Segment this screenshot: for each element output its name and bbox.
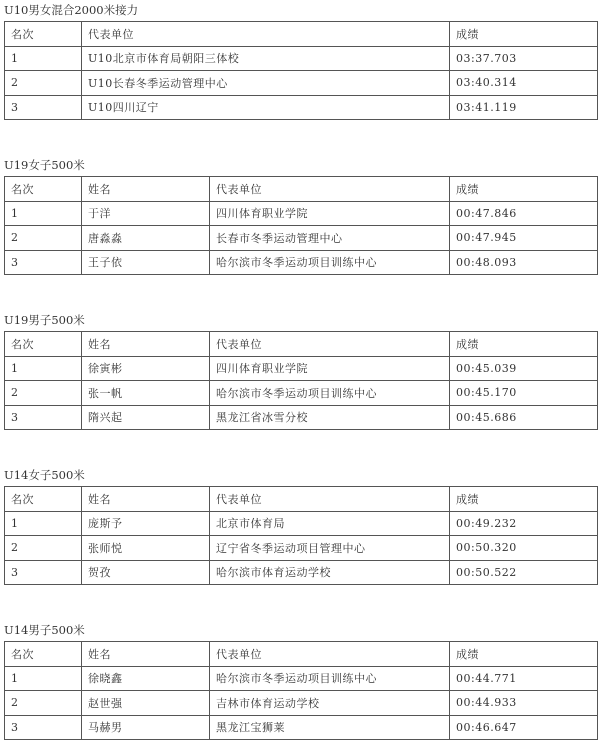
cell-name: 张一帆: [82, 381, 210, 406]
cell-rank: 3: [5, 405, 82, 430]
table-row: [5, 226, 598, 251]
table-row: [5, 560, 598, 585]
header-rank: 名次: [5, 22, 82, 47]
cell-rank: 1: [5, 356, 82, 381]
cell-unit: 吉林市体育运动学校: [210, 691, 450, 716]
table-row: [5, 715, 598, 740]
cell-result: 00:50.522: [450, 560, 598, 585]
results-table-u10-relay: [4, 21, 598, 120]
header-name: 姓名: [82, 642, 210, 667]
table-row: [5, 666, 598, 691]
header-result: 成绩: [450, 177, 598, 202]
table-header-row: [5, 487, 598, 512]
cell-result: 03:40.314: [450, 71, 598, 96]
cell-result: 00:47.846: [450, 201, 598, 226]
table-row: [5, 381, 598, 406]
cell-unit: U10四川辽宁: [82, 95, 450, 120]
cell-unit: U10北京市体育局朝阳三体校: [82, 46, 450, 71]
header-unit: 代表单位: [210, 642, 450, 667]
table-header-row: [5, 332, 598, 357]
section-title-u14-women-500m: U14女子500米: [4, 468, 85, 482]
cell-rank: 2: [5, 71, 82, 96]
cell-rank: 2: [5, 536, 82, 561]
header-result: 成绩: [450, 642, 598, 667]
results-table-u19-women-500m: [4, 176, 598, 275]
header-unit: 代表单位: [210, 332, 450, 357]
cell-rank: 2: [5, 226, 82, 251]
cell-unit: 辽宁省冬季运动项目管理中心: [210, 536, 450, 561]
cell-unit: 哈尔滨市冬季运动项目训练中心: [210, 666, 450, 691]
header-unit: 代表单位: [210, 177, 450, 202]
header-name: 姓名: [82, 332, 210, 357]
section-title-u19-women-500m: U19女子500米: [4, 158, 85, 172]
cell-result: 00:44.771: [450, 666, 598, 691]
cell-result: 00:50.320: [450, 536, 598, 561]
table-row: [5, 691, 598, 716]
header-unit: 代表单位: [82, 22, 450, 47]
cell-result: 00:48.093: [450, 250, 598, 275]
cell-name: 王子依: [82, 250, 210, 275]
header-name: 姓名: [82, 177, 210, 202]
cell-name: 马赫男: [82, 715, 210, 740]
cell-rank: 3: [5, 250, 82, 275]
table-row: [5, 95, 598, 120]
cell-rank: 3: [5, 95, 82, 120]
cell-name: 徐寅彬: [82, 356, 210, 381]
section-title-u10-relay: U10男女混合2000米接力: [4, 3, 139, 17]
table-row: [5, 250, 598, 275]
cell-unit: 哈尔滨市冬季运动项目训练中心: [210, 381, 450, 406]
header-result: 成绩: [450, 487, 598, 512]
results-table-u19-men-500m: [4, 331, 598, 430]
cell-name: 隋兴起: [82, 405, 210, 430]
results-table-u14-women-500m: [4, 486, 598, 585]
cell-rank: 3: [5, 560, 82, 585]
cell-rank: 2: [5, 381, 82, 406]
cell-name: 徐晓鑫: [82, 666, 210, 691]
cell-result: 00:47.945: [450, 226, 598, 251]
cell-unit: 黑龙江省冰雪分校: [210, 405, 450, 430]
cell-result: 00:45.170: [450, 381, 598, 406]
cell-name: 贺孜: [82, 560, 210, 585]
header-rank: 名次: [5, 642, 82, 667]
cell-result: 03:41.119: [450, 95, 598, 120]
cell-unit: 黑龙江宝狮莱: [210, 715, 450, 740]
table-row: [5, 356, 598, 381]
table-row: [5, 201, 598, 226]
table-row: [5, 46, 598, 71]
cell-rank: 1: [5, 46, 82, 71]
header-name: 姓名: [82, 487, 210, 512]
cell-unit: 哈尔滨市体育运动学校: [210, 560, 450, 585]
header-rank: 名次: [5, 332, 82, 357]
cell-result: 00:45.686: [450, 405, 598, 430]
header-result: 成绩: [450, 332, 598, 357]
cell-unit: 四川体育职业学院: [210, 201, 450, 226]
cell-unit: 四川体育职业学院: [210, 356, 450, 381]
cell-rank: 3: [5, 715, 82, 740]
cell-rank: 2: [5, 691, 82, 716]
cell-name: 庞斯予: [82, 511, 210, 536]
table-header-row: [5, 22, 598, 47]
header-unit: 代表单位: [210, 487, 450, 512]
cell-result: 00:44.933: [450, 691, 598, 716]
table-row: [5, 511, 598, 536]
header-rank: 名次: [5, 487, 82, 512]
cell-rank: 1: [5, 201, 82, 226]
cell-unit: 北京市体育局: [210, 511, 450, 536]
cell-unit: 哈尔滨市冬季运动项目训练中心: [210, 250, 450, 275]
cell-result: 00:45.039: [450, 356, 598, 381]
cell-unit: U10长春冬季运动管理中心: [82, 71, 450, 96]
section-title-u19-men-500m: U19男子500米: [4, 313, 85, 327]
table-row: [5, 405, 598, 430]
cell-rank: 1: [5, 511, 82, 536]
section-title-u14-men-500m: U14男子500米: [4, 623, 85, 637]
table-header-row: [5, 177, 598, 202]
cell-name: 赵世强: [82, 691, 210, 716]
cell-result: 03:37.703: [450, 46, 598, 71]
table-row: [5, 536, 598, 561]
cell-name: 张师悦: [82, 536, 210, 561]
table-row: [5, 71, 598, 96]
cell-result: 00:49.232: [450, 511, 598, 536]
header-rank: 名次: [5, 177, 82, 202]
cell-name: 于洋: [82, 201, 210, 226]
header-result: 成绩: [450, 22, 598, 47]
cell-rank: 1: [5, 666, 82, 691]
cell-name: 唐淼淼: [82, 226, 210, 251]
table-header-row: [5, 642, 598, 667]
cell-unit: 长春市冬季运动管理中心: [210, 226, 450, 251]
cell-result: 00:46.647: [450, 715, 598, 740]
results-table-u14-men-500m: [4, 641, 598, 740]
